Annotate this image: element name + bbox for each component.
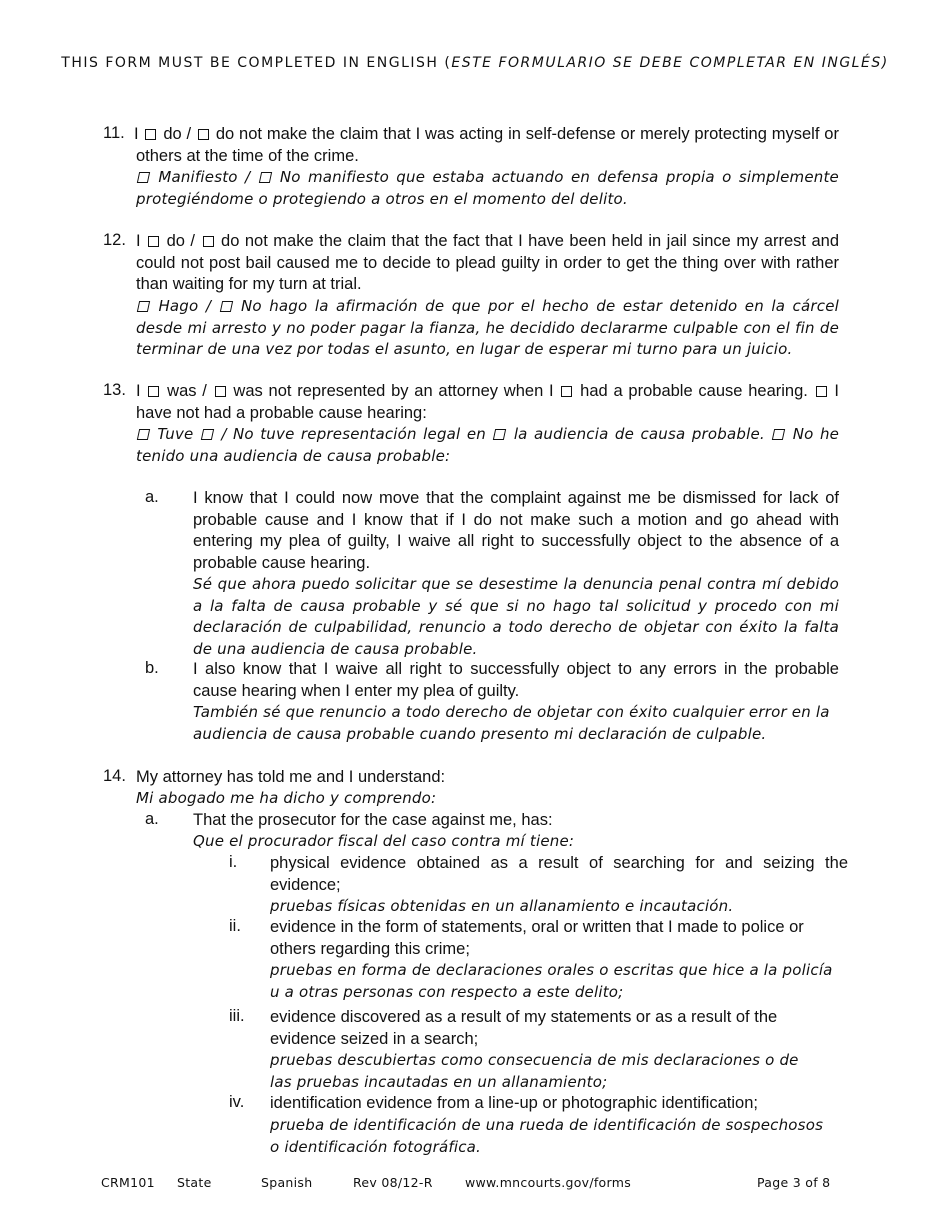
item-14a-label: a. [145, 810, 159, 828]
item-12-english: I do / do not make the claim that the fact that I have been held in jail since my arrest and could not post bail caused me to decide to plead guilty in order to get the thing over with rather than waiting for my turn at trial. [136, 232, 840, 293]
footer-revision: Rev 08/12-R [353, 1175, 433, 1190]
checkbox-13-no-he-tenido[interactable] [772, 429, 785, 440]
checkbox-13-had-hearing[interactable] [561, 386, 572, 397]
checkbox-12-do-not[interactable] [203, 236, 214, 247]
item-12-spanish: Hago / No hago la afirmación de que por el hecho de estar detenido en la cárcel desde mi arresto y no poder pagar la fianza, he decidido declararme culpable con el fin de terminar de una vez por todas el asunto, en lugar de esperar mi turno para un juicio. [136, 297, 840, 358]
item-13a-english: I know that I could now move that the complaint against me be dismissed for lack of probable cause and I know that if I do not make such a motion and go ahead with entering my plea of guilty, I waive all right to successfully object to the absence of a probable cause hearing. [193, 489, 839, 572]
roman-iii-spanish: pruebas descubiertas como consecuencia de mis declaraciones o de las pruebas incautadas en un allanamiento; [270, 1051, 799, 1091]
checkbox-11-no-manifiesto[interactable] [258, 172, 271, 183]
item-13b-english: I also know that I waive all right to successfully object to any errors in the probable cause hearing when I enter my plea of guilty. [193, 660, 839, 700]
footer-form-code: CRM101 [101, 1175, 155, 1190]
checkbox-12-do[interactable] [148, 236, 159, 247]
item-14-spanish: Mi abogado me ha dicho y comprendo: [136, 789, 437, 807]
roman-ii-label: ii. [229, 917, 241, 935]
item-12-number: 12. [103, 231, 126, 249]
roman-i-english: physical evidence obtained as a result of searching for and seizing the evidence; [270, 854, 848, 894]
form-language-notice [0, 55, 950, 71]
checkbox-13-no-tuve[interactable] [201, 429, 214, 440]
item-11-number: 11. [103, 124, 125, 142]
roman-iv-label: iv. [229, 1093, 245, 1111]
item-13-spanish: Tuve / No tuve representación legal en la audiencia de causa probable. No he tenido una audiencia de causa probable: [136, 425, 840, 465]
roman-ii-english: evidence in the form of statements, oral or written that I made to police or others regarding this crime; [270, 918, 804, 958]
roman-ii-spanish: pruebas en forma de declaraciones orales o escritas que hice a la policía u a otras personas con respecto a este delito; [270, 961, 833, 1001]
item-14a-spanish: Que el procurador fiscal del caso contra mí tiene: [193, 832, 575, 850]
item-14-english: My attorney has told me and I understand: [136, 768, 446, 786]
notice-english: THIS FORM MUST BE COMPLETED IN ENGLISH ( [61, 55, 452, 71]
footer-url[interactable]: www.mncourts.gov/forms [465, 1175, 632, 1190]
checkbox-13-tuve[interactable] [137, 429, 150, 440]
checkbox-13-was[interactable] [148, 386, 159, 397]
roman-iii-english: evidence discovered as a result of my statements or as a result of the evidence seized in a search; [270, 1008, 778, 1048]
item-13b-label: b. [145, 659, 159, 677]
checkbox-11-manifiesto[interactable] [137, 172, 150, 183]
item-13-number: 13. [103, 381, 126, 399]
roman-iv-english: identification evidence from a line-up or photographic identification; [270, 1094, 758, 1112]
checkbox-13-no-hearing[interactable] [816, 386, 827, 397]
roman-iii-label: iii. [229, 1007, 245, 1025]
footer-language: Spanish [261, 1175, 313, 1190]
item-11-english: I do / do not make the claim that I was acting in self-defense or merely protecting myself or others at the time of the crime. [134, 125, 839, 165]
item-14a-english: That the prosecutor for the case against me, has: [193, 811, 553, 829]
item-13b-spanish: También sé que renuncio a todo derecho de objetar con éxito cualquier error en la audiencia de causa probable cuando presento mi declaración de culpable. [193, 703, 830, 743]
item-13a-label: a. [145, 488, 159, 506]
footer-state: State [177, 1175, 212, 1190]
footer-page-number: Page 3 of 8 [757, 1175, 831, 1190]
checkbox-11-do-not[interactable] [198, 129, 209, 140]
checkbox-13-audiencia[interactable] [493, 429, 506, 440]
roman-iv-spanish: prueba de identificación de una rueda de identificación de sospechosos o identificación fotográfica. [270, 1116, 824, 1156]
roman-i-label: i. [229, 853, 238, 871]
item-11-spanish: Manifiesto / No manifiesto que estaba actuando en defensa propia o simplemente protegiéndome o protegiendo a otros en el momento del delito. [136, 168, 839, 208]
checkbox-12-no-hago[interactable] [219, 301, 232, 312]
item-13a-spanish: Sé que ahora puedo solicitar que se desestime la denuncia penal contra mí debido a la falta de causa probable y sé que si no hago tal solicitud y procedo con mi declaración de culpabilidad, renuncio a todo derecho de objetar con éxito la falta de una audiencia de causa probable. [193, 575, 839, 658]
item-13-english: I was / was not represented by an attorney when I had a probable cause hearing. I have not had a probable cause hearing: [136, 382, 840, 422]
checkbox-12-hago[interactable] [137, 301, 150, 312]
item-14-number: 14. [103, 767, 126, 785]
checkbox-13-was-not[interactable] [215, 386, 226, 397]
roman-i-spanish: pruebas físicas obtenidas en un allanamiento e incautación. [270, 897, 734, 915]
notice-spanish: ESTE FORMULARIO SE DEBE COMPLETAR EN INGLÉS) [451, 55, 889, 71]
checkbox-11-do[interactable] [145, 129, 156, 140]
